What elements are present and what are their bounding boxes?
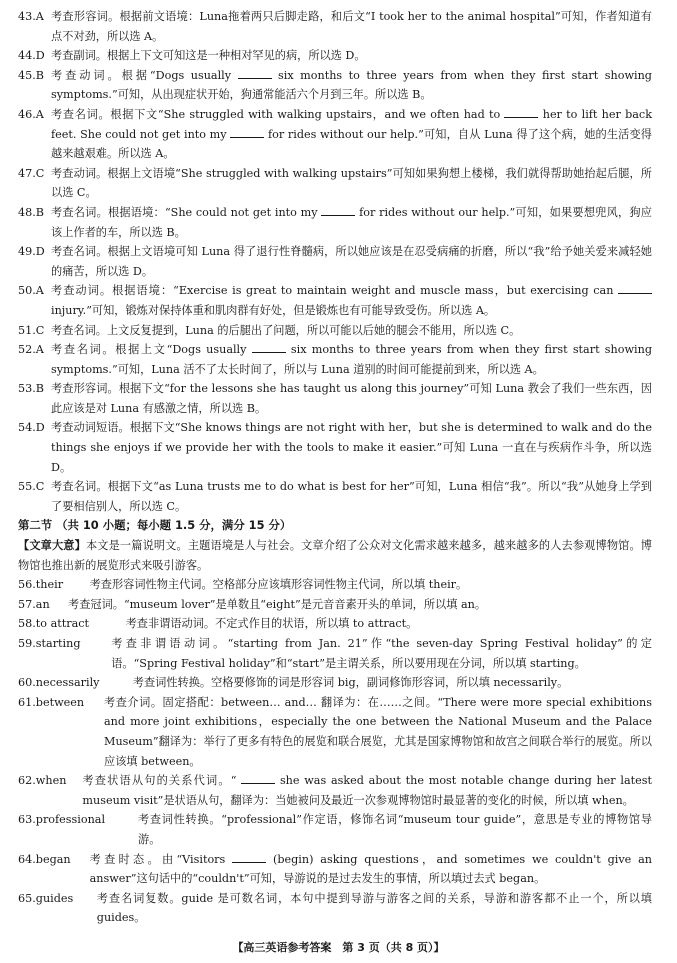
answer-number: 54.D [18,421,45,435]
blank-line [321,205,355,216]
answer-number: 52.A [18,343,44,357]
blank-line [238,68,272,79]
section-1-answers [18,7,652,516]
answer-number: 44.D [18,49,45,63]
explanation-text: 考查名词。根据下文“She struggled with walking upstairs，and we often had to [51,107,501,121]
answer-number: 63.professional [18,813,106,827]
explanation-text: (begin) asking questions，and sometimes we couldn't give an answer”这句话中的“couldn't”可知，导游说的是过去发生的事情，所以填过去式 began。 [89,852,653,886]
explanation-text: 考查形容词性物主代词。空格部分应该填形容词性物主代词，所以填 their。 [89,578,468,592]
answer-item [18,575,652,595]
explanation-text: 考查词性转换。空格要修饰的词是形容词 big，副词修饰形容词，所以填 necessarily。 [132,676,569,690]
answer-item [18,673,652,693]
explanation-text: 考查名词复数。guide 是可数名词，本句中提到导游与游客之间的关系，导游和游客都不止一个，所以填 guides。 [96,891,652,925]
answer-number: 51.C [18,323,45,337]
explanation-text: six months to three years from when they first start showing symptoms.”可知，Luna 活不了太长时间了，所以与 Luna 道别的时间可能提前到来，所以选 A。 [51,343,652,376]
article-summary [18,536,652,575]
explanation-text: 考查动词短语。根据下文“She knows things are not right with her，but she is determined to walk and do the things she enjoys if we provide her with the tools to make it easier.”可知 Luna 一直在与疾病作斗争，所以选 D。 [51,421,652,474]
explanation-text: 考查名词。上文反复提到，Luna 的后腿出了问题，所以可能以后她的腿会不能用，所以选 C。 [51,323,521,337]
explanation-text: 考查冠词。“museum lover”是单数且“eight”是元音音素开头的单词，所以填 an。 [68,597,487,611]
explanation-text: 考查名词。根据下文“as Luna trusts me to do what is best for her”可知，Luna 相信“我”。所以“我”从她身上学到了要相信别人，所以选 C。 [51,480,652,513]
explanation-text: for rides without our help.”可知，自从 Luna 得了这个病，她的生活变得越来越艰难。所以选 A。 [51,127,652,161]
summary-text: 本文是一篇说明文。主题语境是人与社会。文章介绍了公众对文化需求越来越多，越来越多的人去参观博物馆。博物馆也推出新的展览形式来吸引游客。 [18,539,652,572]
explanation-text: her to lift her back feet. She could not get into my [51,107,652,141]
answer-item [18,281,652,320]
section-2-answers [18,575,652,928]
answer-number: 62.when [18,774,67,788]
explanation-text: 考查名词。根据上文语境可知 Luna 得了退行性脊髓病，所以她应该是在忍受病痛的折磨，所以“我”给予她关爱来减轻她的痛苦，所以选 D。 [51,245,652,278]
blank-line [230,127,264,138]
answer-number: 57.an [18,597,50,611]
explanation-text: 考查词性转换。“professional”作定语，修饰名词“museum tour guide”，意思是专业的博物馆导游。 [138,813,652,846]
answer-item [18,810,652,849]
blank-line [232,852,266,863]
blank-line [618,283,652,294]
explanation-text: she was asked about the most notable change during her latest museum visit”是状语从句，翻译为：当她被问及最近一次参观博物馆时最显著的变化的时候，所以填 when。 [82,774,652,807]
blank-line [252,342,286,353]
answer-item [18,614,652,634]
explanation-text: injury.”可知，锻炼对保持体重和肌肉群有好处，但是锻炼也有可能导致受伤。所以选 A。 [51,303,496,317]
answer-number: 65.guides [18,891,74,905]
explanation-text: 考查介词。固定搭配：between… and… 翻译为：在……之间。“There were more special exhibitions and more joint exhibitions，especially the one between the National Museum and the Palace Museum”翻译为：举行了更多有特色的展览和联合展览，尤其是国家博物馆和故宫之间联合举行的展览。所以应该填 between。 [104,695,652,768]
answer-item [18,634,652,673]
explanation-text: 考查非谓语动词。不定式作目的状语，所以填 to attract。 [125,617,418,631]
answer-item [18,340,652,379]
answer-item [18,105,652,164]
answer-number: 45.B [18,68,45,82]
explanation-text: 考查动词。根据“Dogs usually [51,68,232,82]
answer-item [18,46,652,66]
answer-item [18,321,652,341]
page-footer: 【高三英语参考答案 第 3 页（共 8 页）】 [232,941,445,954]
explanation-text: 考查时态。由“Visitors [89,852,226,866]
answer-item [18,889,652,928]
answer-item [18,7,652,46]
explanation-text: 考查形容词。根据下文“for the lessons she has taught us along this journey”可知 Luna 教会了我们一些东西，因此应该是对 Luna 有感激之情，所以选 B。 [51,382,652,415]
explanation-text: 考查名词。根据语境：“She could not get into my [51,205,318,219]
answer-number: 48.B [18,205,45,219]
answer-item [18,164,652,203]
explanation-text: 考查副词。根据上下文可知这是一种相对罕见的病，所以选 D。 [51,49,366,63]
section-2-title: 第二节 （共 10 小题；每小题 1.5 分，满分 15 分） [18,518,292,533]
answer-number: 50.A [18,284,44,298]
answer-item [18,379,652,418]
blank-line [504,107,538,118]
answer-number: 43.A [18,10,44,23]
answer-number: 46.A [18,107,44,121]
answer-item [18,66,652,105]
answer-content [18,7,652,928]
answer-number: 56.their [18,578,64,592]
answer-number: 53.B [18,382,45,396]
summary-label: 【文章大意】 [18,539,86,553]
explanation-text: six months to three years from when they first start showing symptoms.”可知，从出现症状开始，狗通常能活六个月到三年。所以选 B。 [51,68,652,102]
answer-number: 55.C [18,480,45,494]
explanation-text: 考查名词。根据上文“Dogs usually [51,343,247,357]
explanation-text: 考查状语从句的关系代词。“ [82,774,237,788]
answer-item [18,242,652,281]
answer-number: 64.began [18,852,71,866]
answer-number: 61.between [18,695,85,709]
explanation-text: 考查动词。根据上文语境“She struggled with walking upstairs”可知如果狗想上楼梯，我们就得帮助她抬起后腿，所以选 C。 [51,166,652,200]
answer-item [18,203,652,242]
answer-number: 60.necessarily [18,676,100,690]
explanation-text: 考查形容词。根据前文语境：Luna拖着两只后脚走路，和后文“I took her to the animal hospital”可知，作者知道有点不对劲，所以选 A。 [51,10,652,43]
answer-item [18,693,652,771]
answer-number: 47.C [18,166,45,180]
answer-number: 59.starting [18,637,81,650]
blank-line [241,773,275,784]
answer-item [18,418,652,477]
explanation-text: 考查动词。根据语境：“Exercise is great to maintain weight and muscle mass，but exercising can [51,284,614,298]
answer-number: 58.to attract [18,617,90,631]
answer-item [18,850,652,889]
answer-item [18,477,652,516]
answer-item [18,595,652,615]
answer-number: 49.D [18,245,45,259]
explanation-text: 考查非谓语动词。“starting from Jan. 21”作“the seven-day Spring Festival holiday”的定语。“Spring Festival holiday”和“start”是主谓关系，所以要用现在分词，所以填 starting。 [111,637,652,670]
explanation-text: for rides without our help.”可知，如果要想兜风，狗应该上作者的车，所以选 B。 [51,205,652,239]
answer-item [18,771,652,810]
